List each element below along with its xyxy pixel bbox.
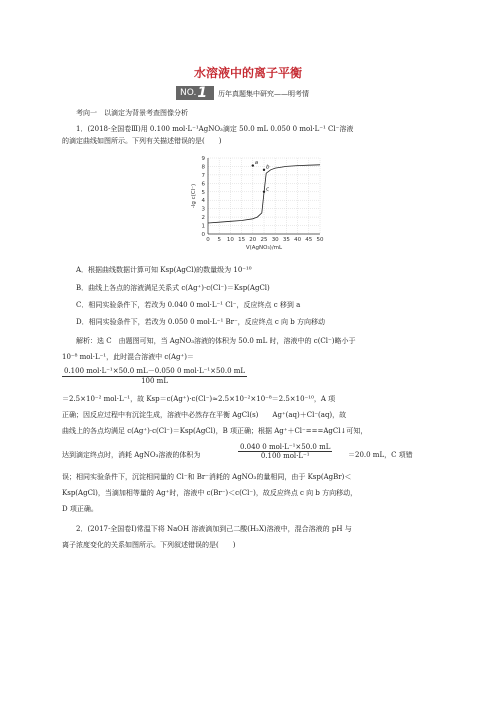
y-tick-label: 1 bbox=[201, 223, 205, 230]
fraction-1 bbox=[62, 366, 247, 385]
page-title: 水溶液中的离子平衡 bbox=[193, 66, 302, 80]
x-tick-label: 15 bbox=[238, 237, 246, 243]
analysis-line-3: ＝2.5×10⁻² mol·L⁻¹，故 Ksp＝c(Ag⁺)·c(Cl⁻)≈2.5×10⁻²×10⁻⁸＝2.5×10⁻¹⁰，A 项 bbox=[62, 395, 336, 403]
analysis-line-6a: 达到滴定终点时，消耗 AgNO₃溶液的体积为 bbox=[62, 451, 201, 459]
analysis-line-6b: ＝20.0 mL，C 项错 bbox=[348, 451, 413, 459]
y-tick-label: 3 bbox=[201, 206, 205, 213]
analysis-line-5: 曲线上的各点均满足 c(Ag⁺)·c(Cl⁻)＝Ksp(AgCl)，B 项正确；根据 Ag⁺＋Cl⁻===AgCl↓可知， bbox=[62, 427, 368, 435]
point-a bbox=[252, 164, 254, 166]
point-b bbox=[263, 169, 265, 171]
x-tick-label: 25 bbox=[260, 237, 268, 243]
x-axis-label: V(AgNO₃)/mL bbox=[245, 245, 283, 251]
section-badge bbox=[176, 86, 214, 100]
badge-prefix: NO. bbox=[180, 88, 197, 98]
q1-option-a: A．根据曲线数据计算可知 Ksp(AgCl)的数量级为 10⁻¹⁰ bbox=[76, 266, 252, 274]
y-tick-label: 0 bbox=[201, 232, 205, 238]
fraction-1-numerator: 0.100 mol·L⁻¹×50.0 mL－0.050 0 mol·L⁻¹×50.0 mL bbox=[64, 367, 246, 375]
y-tick-label: 4 bbox=[201, 198, 205, 205]
y-tick-label: 5 bbox=[201, 189, 205, 196]
badge-number: 1 bbox=[197, 85, 208, 101]
q1-option-b: B．曲线上各点的溶液满足关系式 c(Ag⁺)·c(Cl⁻)＝Ksp(AgCl) bbox=[76, 284, 270, 292]
y-tick-label: 9 bbox=[201, 156, 205, 162]
q1-stem-2: 的滴定曲线如图所示。下列有关描述错误的是( ) bbox=[62, 137, 222, 145]
y-tick-label: 8 bbox=[201, 164, 205, 171]
analysis-line-9: D 项正确。 bbox=[62, 505, 98, 513]
analysis-line-1: 解析：选 C 由题图可知，当 AgNO₃溶液的体积为 50.0 mL 时，溶液中的 c(Cl⁻)略小于 bbox=[76, 337, 356, 345]
x-tick-label: 20 bbox=[249, 237, 257, 243]
titration-chart bbox=[186, 152, 326, 254]
analysis-line-8: Ksp(AgCl)，当滴加相等量的 Ag⁺时，溶液中 c(Br⁻)＜c(Cl⁻)，故反应终点 c 向 b 方向移动， bbox=[62, 489, 358, 497]
fraction-2-denominator: 0.100 mol·L⁻¹ bbox=[260, 452, 310, 460]
x-tick-label: 0 bbox=[206, 237, 210, 243]
x-tick-label: 35 bbox=[282, 237, 290, 243]
q2-stem-2: 离子浓度变化的关系如图所示。下列叙述错误的是( ) bbox=[62, 541, 236, 549]
y-tick-label: 7 bbox=[201, 172, 205, 179]
point-c bbox=[263, 191, 265, 193]
fraction-2 bbox=[238, 443, 332, 460]
x-tick-label: 45 bbox=[305, 237, 313, 243]
x-tick-label: 30 bbox=[271, 237, 279, 243]
fraction-1-denominator: 100 mL bbox=[141, 377, 168, 385]
fraction-2-numerator: 0.040 0 mol·L⁻¹×50.0 mL bbox=[240, 443, 331, 451]
x-tick-label: 40 bbox=[294, 237, 302, 243]
q1-stem-1: 1．(2018·全国卷Ⅲ)用 0.100 mol·L⁻¹AgNO₃滴定 50.0 mL 0.050 0 mol·L⁻¹ Cl⁻溶液 bbox=[76, 125, 354, 133]
q2-stem-1: 2．(2017·全国卷Ⅰ)常温下将 NaOH 溶液滴加到己二酸(H₂X)溶液中，混合溶液的 pH 与 bbox=[76, 525, 352, 533]
x-tick-label: 10 bbox=[226, 237, 234, 243]
x-tick-label: 5 bbox=[217, 237, 221, 243]
q1-option-c: C．相同实验条件下，若改为 0.040 0 mol·L⁻¹ Cl⁻，反应终点 c 移到 a bbox=[76, 301, 301, 309]
analysis-line-7: 误；相同实验条件下，沉淀相同量的 Cl⁻和 Br⁻消耗的 AgNO₃的量相同，由于 Ksp(AgBr)＜ bbox=[62, 473, 352, 481]
point-label-b: b bbox=[266, 164, 270, 171]
analysis-line-4: 正确；因反应过程中有沉淀生成，溶液中必然存在平衡 AgCl(s) Ag⁺(aq)＋Cl⁻(aq)，故 bbox=[62, 411, 347, 419]
y-axis-label: -lg c(Cl⁻) bbox=[191, 183, 197, 209]
section-heading: 考向一 以滴定为背景考查图像分析 bbox=[76, 109, 188, 117]
point-label-c: c bbox=[266, 186, 270, 193]
x-tick-label: 50 bbox=[316, 237, 324, 243]
y-tick-label: 2 bbox=[201, 215, 205, 222]
y-tick-label: 6 bbox=[201, 181, 205, 188]
analysis-line-2: 10⁻⁸ mol·L⁻¹，此时混合溶液中 c(Ag⁺)＝ bbox=[62, 353, 194, 361]
q1-option-d: D．相同实验条件下，若改为 0.050 0 mol·L⁻¹ Br⁻，反应终点 c 向 b 方向移动 bbox=[76, 318, 325, 326]
badge-caption: 历年真题集中研究——明考情 bbox=[218, 90, 309, 98]
point-label-a: a bbox=[254, 160, 259, 167]
